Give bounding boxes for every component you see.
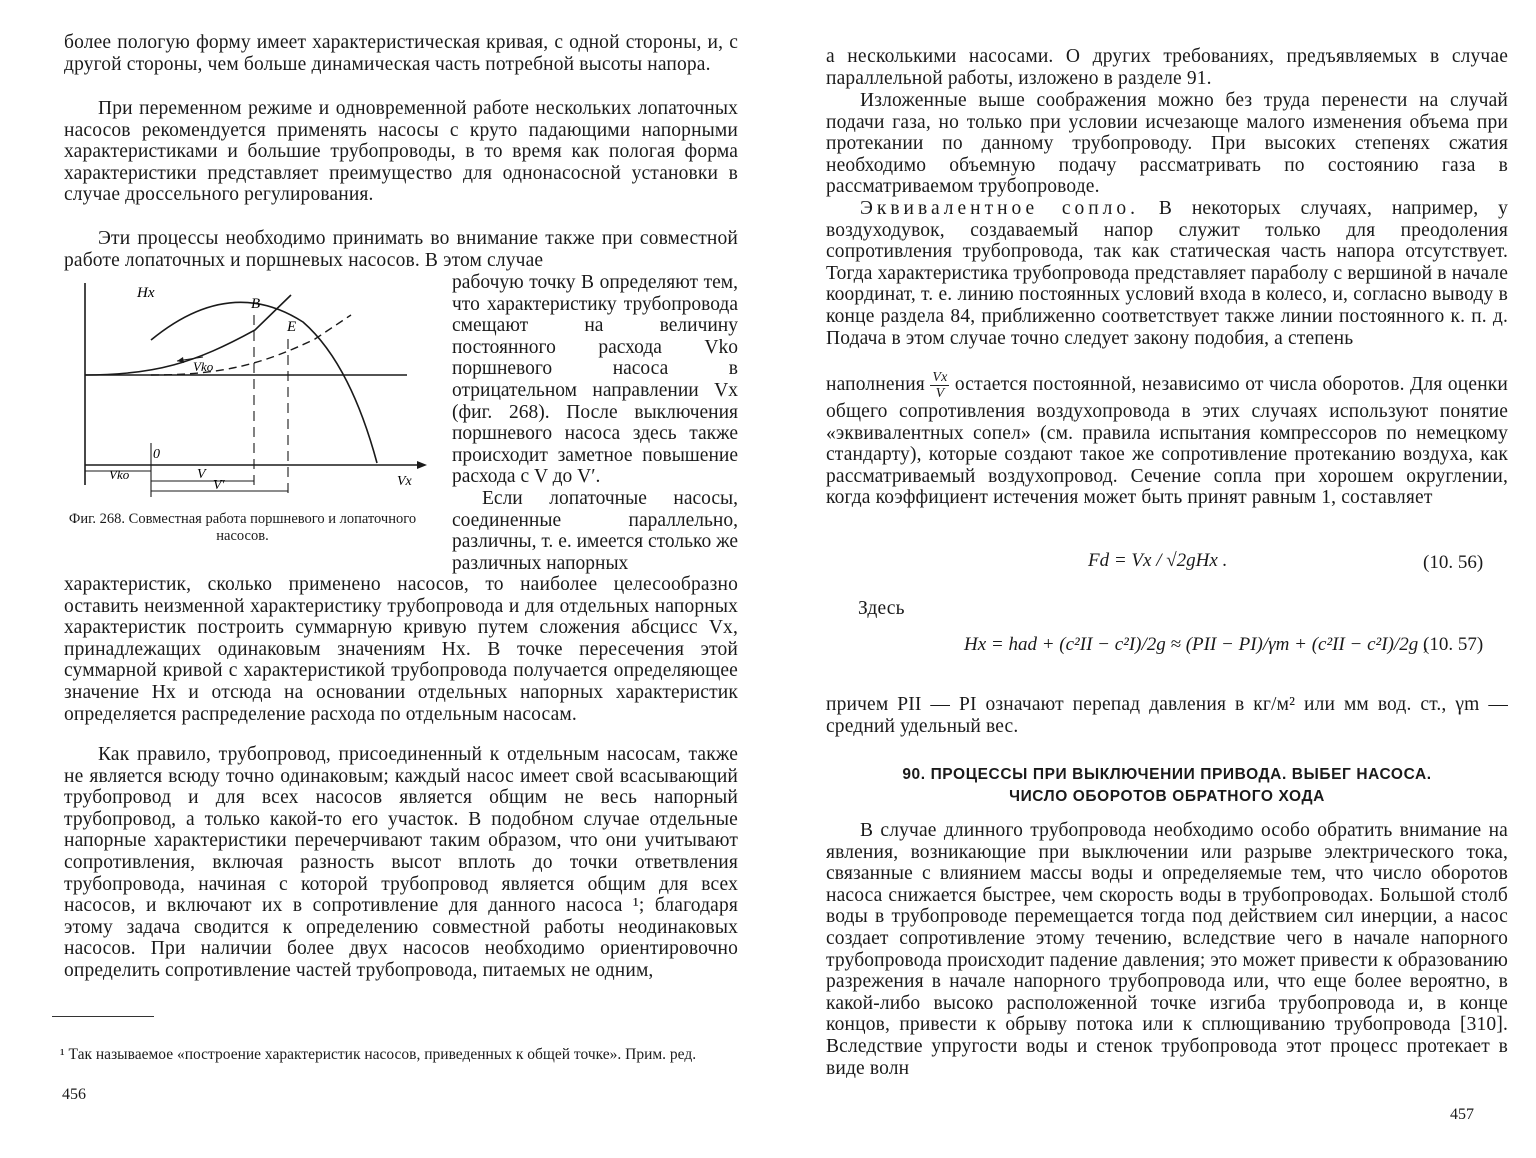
left-paragraph-4-rest: характеристик, сколько применено насосов, то наиболее целесообразно оставить неизменной характеристику трубопровода и для отдельных напорных характеристик построить суммарную кривую путем сложения абсцисс Vx, принадлежащих одинаковым значениям Hx. В точке пересечения этой суммарной кривой с характеристикой трубопровода получается определяющее значение Hx и отсюда на основании отдельных напорных характеристик определяется распределение расхода по отдельным насосам.: [64, 574, 738, 725]
page-number-right: 457: [1450, 1106, 1474, 1123]
left-paragraph-4-float: Если лопаточные насосы, соединенные параллельно, различны, т. е. имеется столько же различных напорных: [452, 488, 738, 574]
section-title-line-2: ЧИСЛО ОБОРОТОВ ОБРАТНОГО ХОДА: [1009, 788, 1325, 805]
figure-pump-curve: [151, 302, 377, 463]
text-zdes: Здесь: [858, 598, 905, 619]
equation-10-57: Hx = had + (c²II − c²I)/2g ≈ (PII − PI)/γm + (c²II − c²I)/2g ,: [964, 634, 1428, 655]
figure-label-origin: 0: [153, 447, 160, 462]
page-number-left: 456: [62, 1086, 86, 1103]
figure-label-vko: Vko: [193, 359, 214, 374]
figure-label-b: B: [251, 296, 261, 312]
figure-label-v-dim: V: [197, 467, 206, 482]
right-paragraph-3b: наполнения $\frac{Vx}{V}$ остается постоянной, независимо от числа оборотов. Для оценки общего сопротивления воздухопровода в этих случаях используют понятие «эквивалентных сопел» (см. правила испытания компрессоров по немецкому стандарту), которые создают такое же сопротивление протеканию воздуха, как рассматриваемый воздухопровод. Сечение сопла при хорошем округлении, когда коэффициент истечения может быть принят равным 1, составляет: [826, 370, 1508, 509]
left-paragraph-3-lead: Эти процессы необходимо принимать во внимание также при совместной работе лопаточных и поршневых насосов. В этом случае: [64, 228, 738, 271]
right-page: [768, 0, 1536, 1158]
figure-label-e: E: [287, 319, 297, 335]
left-paragraph-5: Как правило, трубопровод, присоединенный к отдельным насосам, также не является всюду точно одинаковым; каждый насос имеет свой всасывающий трубопровод и для всех насосов является общим не весь напорный трубопровод, а только какой-то его участок. В подобном случае отдельные напорные характеристики перечерчивают таким образом, что они учитывают сопротивления, включая разность высот вплоть до точки ответвления трубопровода, начиная с которой трубопровод является общим для всех насосов, и включают их в сопротивление для данного насоса ¹; благодаря этому задача сводится к определению совместной работы неодинаковых насосов. При наличии более двух насосов необходимо ориентировочно определить сопротивление частей трубопровода, питаемых не одним,: [64, 744, 738, 981]
fraction-vx-v: $\frac{Vx}{V}$: [932, 370, 948, 401]
figure-label-vko-dim: Vko: [109, 467, 130, 482]
figure-shifted-curve: [151, 315, 351, 375]
right-paragraph-3: [826, 198, 1508, 349]
right-paragraph-4: причем PII — PI означают перепад давления в кг/м² или мм вод. ст., γm — средний удельный вес.: [826, 694, 1508, 737]
left-paragraph-3-float: рабочую точку B определяют тем, что характеристику трубопровода смещают на величину постоянного расхода Vko поршневого насоса в отрицательном направлении Vx (фиг. 268). После выключения поршневого насоса здесь также происходит заметное повышение расхода с V до V′.: [452, 272, 738, 488]
figure-caption: Фиг. 268. Совместная работа поршневого и лопаточного насосов.: [68, 511, 417, 544]
equation-number-10-56: (10. 56): [1423, 552, 1484, 573]
term-equivalent-nozzle: Эквивалентное сопло.: [860, 198, 1140, 219]
figure-label-vx: Vx: [397, 474, 412, 489]
right-paragraph-1: а несколькими насосами. О других требованиях, предъявляемых в случае параллельной работы, изложено в разделе 91.: [826, 46, 1508, 89]
left-paragraph-2: При переменном режиме и одновременной работе нескольких лопаточных насосов рекомендуется применять насосы с круто падающими напорными характеристиками и большие трубопроводы, в то время как пологая форма характеристики представляет преимущество для однонасосной установки в случае дроссельного регулирования.: [64, 98, 738, 206]
section-title-line-1: 90. ПРОЦЕССЫ ПРИ ВЫКЛЮЧЕНИИ ПРИВОДА. ВЫБЕГ НАСОСА.: [902, 766, 1432, 783]
figure-268-chart: [55, 275, 445, 505]
right-paragraph-2: Изложенные выше соображения можно без труда перенести на случай подачи газа, но только при условии исчезающе малого изменения объема при протекании по данному трубопроводу. При высоких степенях сжатия необходимо объемную подачу рассматривать по состоянию газа в рассматриваемом трубопроводе.: [826, 90, 1508, 198]
footnote: ¹ Так называемое «построение характеристик насосов, приведенных к общей точке». Прим. ред.: [60, 1046, 697, 1063]
footnote-rule: [52, 1016, 154, 1017]
figure-label-vprime-dim: V′: [213, 478, 225, 493]
figure-x-arrow: [417, 461, 427, 469]
right-paragraph-5: В случае длинного трубопровода необходимо особо обратить внимание на явления, возникающие при выключении или разрыве электрического тока, связанные с влиянием массы воды и определяемые тем, что число оборотов насоса снижается быстрее, чем скорость воды в трубопроводах. Большой столб воды в трубопроводе перемещается тогда под действием сил инерции, а насос создает сопротивление этому течению, вследствие чего в начале напорного трубопровода происходит падение давления; это может привести к образованию разрежения в начале напорного трубопровода или, что еще более вероятно, в какой-либо высоко расположенной точке изгиба трубопровода и, в конце концов, привести к обрыву потока или к сплющиванию трубопровода [310]. Вследствие упругости воды и стенок трубопровода этот процесс протекает в виде волн: [826, 820, 1508, 1079]
equation-number-10-57: (10. 57): [1423, 634, 1484, 655]
right-paragraph-3a: В некоторых случаях, например, у воздуходувок, создаваемый напор служит только для преодоления сопротивления трубопровода, так как статическая часть напора отсутствует. Тогда характеристика трубопровода представляет параболу с вершиной в начале координат, т. е. линию постоянных условий входа в колесо, и, согласно выводу в конце раздела 84, приближенно соответствует также линии постоянного к. п. д. Подача в этом случае точно следует закону подобия, а степень: [826, 198, 1508, 349]
equation-10-56: Fd = Vx / √2gHx .: [1088, 550, 1228, 571]
left-paragraph-1: более пологую форму имеет характеристическая кривая, с одной стороны, и, с другой стороны, чем больше динамическая часть потребной высоты напора.: [64, 32, 738, 75]
figure-label-hx: Hx: [137, 285, 155, 301]
